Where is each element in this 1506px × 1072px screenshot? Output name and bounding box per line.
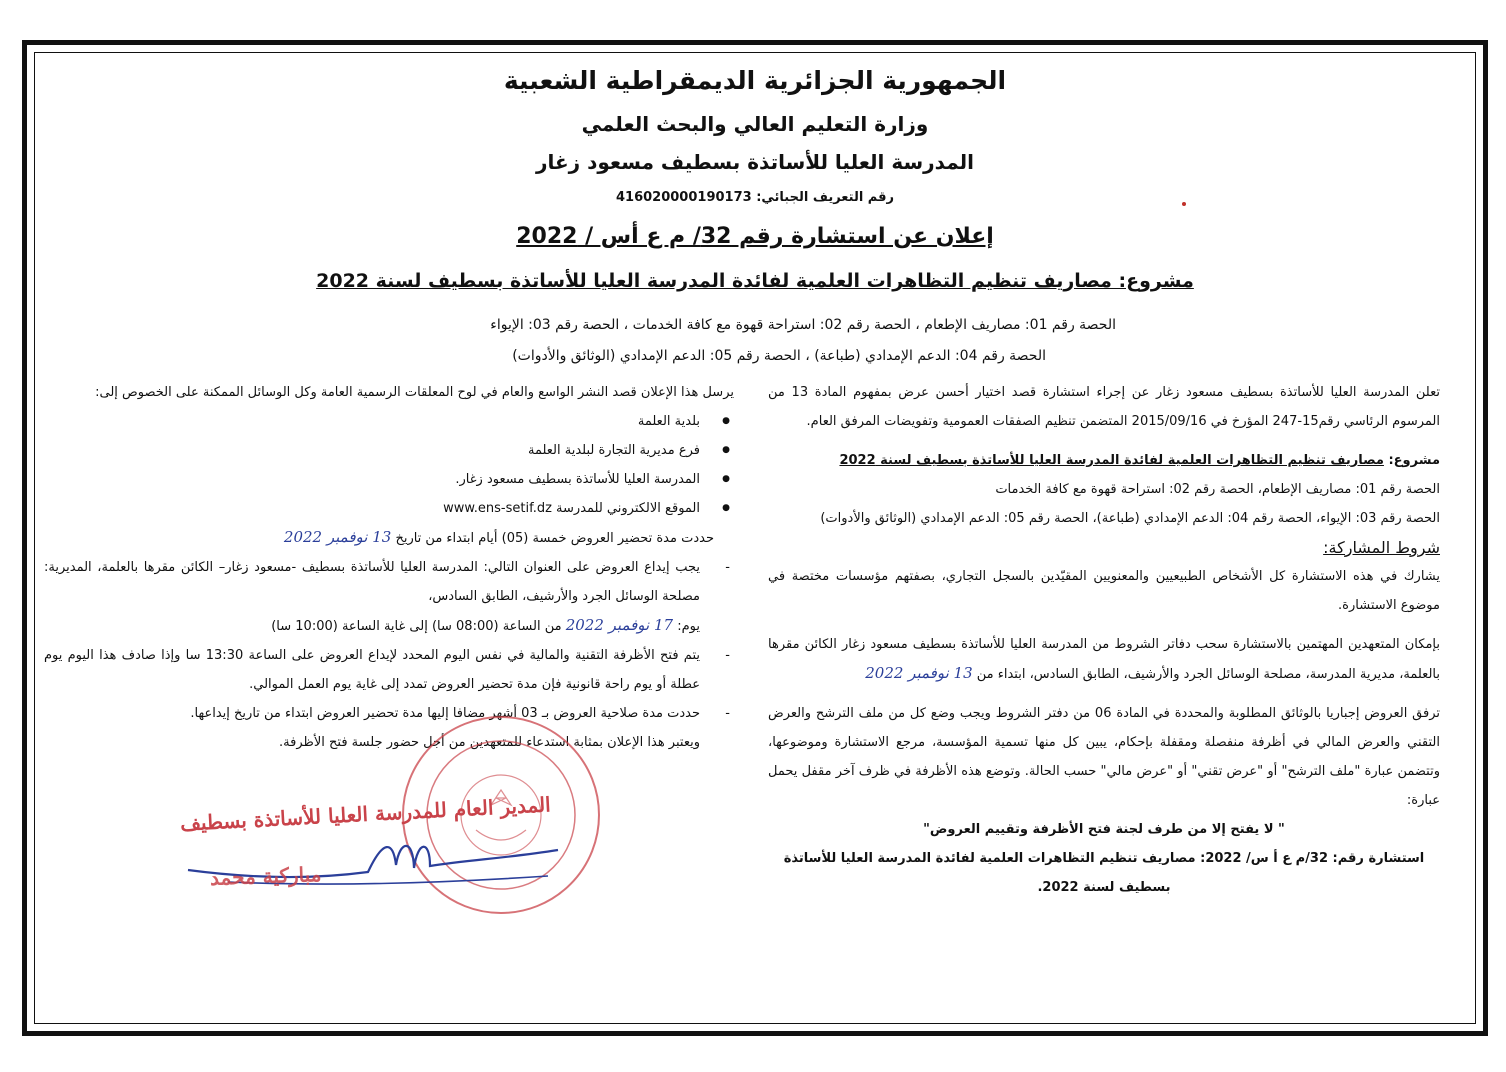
deposit-day-prefix: يوم: — [677, 619, 700, 634]
list-item: ● فرع مديرية التجارة لبلدية العلمة — [44, 436, 700, 465]
ministry-title: وزارة التعليم العالي والبحث العلمي — [581, 112, 929, 136]
deposit-date: 17 نوفمبر 2022 — [565, 616, 674, 634]
invitation-paragraph: ويعتبر هذا الإعلان بمثابة استدعاء للمتعهدين من أجل حضور جلسة فتح الأظرفة. — [279, 735, 700, 750]
envelope-reference: استشارة رقم: 32/م ع أ س/ 2022: مصاريف تنظيم التظاهرات العلمية لفائدة المدرسة العليا للأساتذة — [783, 851, 1425, 866]
envelope-quote: " لا يفتح إلا من طرف لجنة فتح الأظرفة وتقييم العروض" — [923, 822, 1285, 837]
project-line — [768, 446, 1440, 475]
signatory-name: مباركية محمد — [209, 862, 322, 890]
publish-paragraph: يرسل هذا الإعلان قصد النشر الواسع والعام في لوح المعلقات الرسمية العامة وكل الوسائل الممكنة على الخصوص إلى: — [95, 385, 734, 400]
deposit-day-line — [44, 611, 734, 641]
left-column — [44, 378, 734, 757]
recipients-list — [44, 407, 734, 523]
tax-id: رقم التعريف الجبائي: 416020000190173 — [615, 190, 894, 205]
right-column — [768, 378, 1440, 902]
lots-b: الحصة رقم 03: الإيواء، الحصة رقم 04: الدعم الإمدادي (طباعة)، الحصة رقم 05: الدعم الإمدادي (الوثائق والأدوات) — [820, 511, 1440, 526]
opening-paragraph: - يتم فتح الأظرفة التقنية والمالية في نفس اليوم المحدد لإيداع العروض على الساعة 13:30 سا وإذا صادف هذا اليوم يوم عطلة أو يوم راحة قانونية فإن مدة تحضير العروض تمدد إلى غاية يوم العمل الموالي. — [44, 641, 734, 699]
deadline-line — [44, 523, 734, 553]
list-item: ● بلدية العلمة — [44, 407, 700, 436]
project-title: مشروع: مصاريف تنظيم التظاهرات العلمية لفائدة المدرسة العليا للأساتذة بسطيف لسنة 2022 — [316, 270, 1194, 292]
list-item: ● الموقع الالكتروني للمدرسة www.ens-setif.dz — [44, 494, 700, 523]
deadline-date: 13 نوفمبر 2022 — [283, 528, 392, 546]
lots-line-2: الحصة رقم 04: الدعم الإمدادي (طباعة) ، الحصة رقم 05: الدعم الإمدادي (الوثائق والأدوات) — [512, 348, 1046, 364]
list-item: ● المدرسة العليا للأساتذة بسطيف مسعود زغار. — [44, 465, 700, 494]
participation-paragraph: يشارك في هذه الاستشارة كل الأشخاص الطبيعيين والمعنويين المقيّدين بالسجل التجاري، بصفتهم مؤسسات مختصة في موضوع الاستشارة. — [768, 569, 1440, 613]
lots-a: الحصة رقم 01: مصاريف الإطعام، الحصة رقم 02: استراحة قهوة مع كافة الخدمات — [995, 482, 1440, 497]
project-text: مصاريف تنظيم التظاهرات العلمية لفائدة المدرسة العليا للأساتذة بسطيف لسنة 2022 — [839, 453, 1384, 468]
intro-paragraph: تعلن المدرسة العليا للأساتذة بسطيف مسعود زغار عن إجراء استشارة قصد اختيار أحسن عرض بمفهوم المادة 13 من المرسوم الرئاسي رقم15-247 المؤرخ في 2015/09/16 المتضمن تنظيم الصفقات العمومية وتفويضات المرفق العام. — [768, 385, 1441, 429]
signature-title: المدير العام للمدرسة العليا للأساتذة بسطيف — [179, 792, 552, 836]
validity-paragraph: - حددت مدة صلاحية العروض بـ 03 أشهر مضافا إليها مدة تحضير العروض ابتداء من تاريخ إيداعها. — [44, 699, 734, 728]
deposit-paragraph: - يجب إيداع العروض على العنوان التالي: المدرسة العليا للأساتذة بسطيف -مسعود زغار– الكائن مقرها بالعلمة، المديرية: مصلحة الوسائل الجرد والأرشيف، الطابق السادس، — [44, 553, 734, 611]
envelope-reference-2: بسطيف لسنة 2022. — [1037, 880, 1171, 895]
announcement-title: إعلان عن استشارة رقم 32/ م ع أس / 2022 — [516, 224, 994, 249]
withdraw-text: بإمكان المتعهدين المهتمين بالاستشارة سحب دفاتر الشروط من المدرسة العليا للأساتذة بسطيف مسعود زغار الكائن مقرها بالعلمة، مديرية المدرسة، مصلحة الوسائل الجرد والأرشيف، الطابق السادس، ابتداء من — [768, 637, 1440, 682]
withdraw-paragraph — [768, 630, 1440, 689]
withdraw-date: 13 نوفمبر 2022 — [865, 664, 973, 682]
republic-title: الجمهورية الجزائرية الديمقراطية الشعبية — [503, 66, 1007, 95]
project-label: مشروع: — [1383, 453, 1440, 468]
offers-paragraph: ترفق العروض إجباريا بالوثائق المطلوبة والمحددة في المادة 06 من دفتر الشروط ويجب وضع كل من ملف الترشح والعرض التقني والعرض المالي في أظرفة منفصلة ومقفلة بإحكام، يبين كل منها تسمية المؤسسة، مرجع الاستشارة وموضوعها، وتتضمن عبارة "ملف الترشح" أو "عرض تقني" أو "عرض مالي" حسب الحالة. وتوضع هذه الأظرفة في ظرف آخر مقفل يحمل عبارة: — [768, 706, 1441, 808]
deadline-text: حددت مدة تحضير العروض خمسة (05) أيام ابتداء من تاريخ — [395, 531, 714, 546]
lots-line-1: الحصة رقم 01: مصاريف الإطعام ، الحصة رقم 02: استراحة قهوة مع كافة الخدمات ، الحصة رقم 03: الإيواء — [490, 317, 1116, 333]
deposit-time: من الساعة (08:00 سا) إلى غاية الساعة (10:00 سا) — [271, 619, 562, 634]
school-title: المدرسة العليا للأساتذة بسطيف مسعود زغار — [535, 150, 975, 174]
conditions-title: شروط المشاركة: — [1323, 538, 1440, 557]
